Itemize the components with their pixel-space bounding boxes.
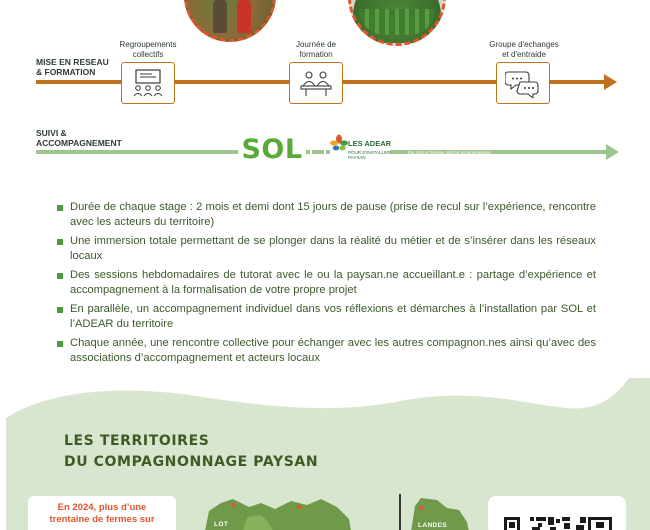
bullet-item: Une immersion totale permettant de se plonger dans la réalité du métier et de s’insérer dans les réseaux locaux bbox=[56, 234, 596, 263]
sol-logo: SOL bbox=[238, 133, 306, 167]
adear-logo bbox=[330, 132, 390, 168]
step-caption-echanges: Groupe d'echanges et d'entraide bbox=[489, 40, 559, 59]
bullet-item: Durée de chaque stage : 2 mois et demi dont 15 jours de pause (prise de recul sur l’expérience, rencontre avec les acteurs du territoire) bbox=[56, 200, 596, 229]
logo-separator bbox=[310, 147, 326, 157]
network-arrow-head bbox=[604, 74, 617, 90]
chat-bubbles-icon bbox=[505, 68, 541, 98]
bullet-item: Des sessions hebdomadaires de tutorat avec le ou la paysan.ne accueillant.e : partage d’expérience et accompagnement à la formalisation de votre propre projet bbox=[56, 268, 596, 297]
photo-greenhouse bbox=[348, 0, 446, 46]
meeting-table-icon bbox=[298, 68, 334, 98]
territories-title bbox=[64, 431, 318, 473]
adear-title: LES ADEAR bbox=[348, 139, 392, 148]
flower-logo-icon bbox=[330, 134, 348, 156]
bullet-item: Chaque année, une rencontre collective pour échanger avec les autres compagnon.nes ainsi qu’avec des associations d’accompagnement et acteurs locaux bbox=[56, 336, 596, 365]
step-caption-formation: Journée de formation bbox=[295, 40, 337, 59]
bullet-item: En parallèle, un accompagnement individuel dans vos réflexions et démarches à l’installation par SOL et l’ADEAR du territoire bbox=[56, 302, 596, 331]
farms-info-card: En 2024, plus d’une trentaine de fermes sur bbox=[28, 496, 176, 530]
map-label-landes: LANDES bbox=[418, 522, 448, 529]
step-caption-regroupements: Regroupements collectifs bbox=[119, 40, 177, 59]
track-label-suivi: SUIVI & ACCOMPAGNEMENT bbox=[36, 128, 122, 148]
adear-note: Par SOL et l'réseau ADEAR départementaux bbox=[408, 150, 492, 155]
stage-bullet-list bbox=[56, 200, 596, 370]
adear-subtitle: POUR S'INSTALLER PAYSAN bbox=[348, 150, 391, 160]
step-box-regroupements bbox=[121, 62, 175, 104]
territories-title-line2: DU COMPAGNONNAGE PAYSAN bbox=[64, 454, 319, 470]
photo-farm-workers bbox=[184, 0, 276, 42]
suivi-arrow-head bbox=[606, 144, 619, 160]
qr-code-icon bbox=[504, 515, 612, 530]
territories-title-line1: LES TERRITOIRES bbox=[64, 433, 210, 449]
step-box-formation bbox=[289, 62, 343, 104]
map-divider bbox=[399, 494, 401, 530]
track-label-network: MISE EN RESEAU & FORMATION bbox=[36, 57, 109, 77]
map-label-lot: LOT bbox=[214, 521, 229, 528]
group-presentation-icon bbox=[130, 68, 166, 98]
step-box-echanges bbox=[496, 62, 550, 104]
